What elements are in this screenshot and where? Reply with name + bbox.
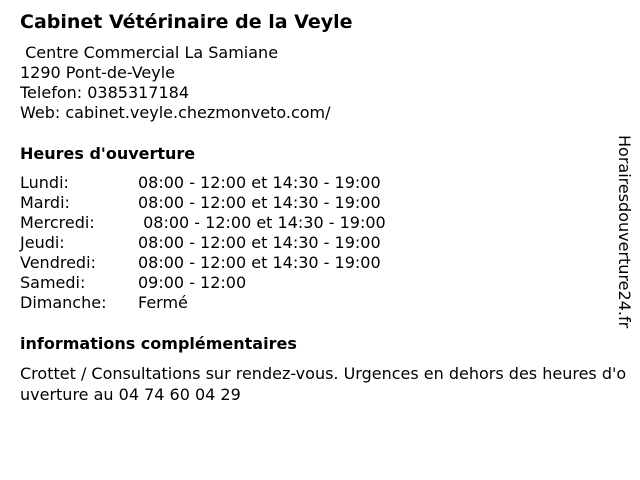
hours-row-monday (20, 173, 386, 193)
day-label: Dimanche: (20, 293, 107, 312)
hours-row-saturday (20, 273, 386, 293)
address-block (20, 43, 331, 123)
day-label: Samedi: (20, 273, 86, 292)
hours-heading: Heures d'ouverture (20, 144, 196, 163)
time-value: Fermé (138, 293, 188, 312)
business-name: Cabinet Vétérinaire de la Veyle (20, 11, 353, 33)
time-value: 08:00 - 12:00 et 14:30 - 19:00 (138, 173, 381, 192)
hours-table (20, 173, 386, 313)
info-text: Crottet / Consultations sur rendez-vous. Urgences en dehors des heures d'ouverture au 04 74 60 04 29 (20, 364, 627, 404)
time-value: 09:00 - 12:00 (138, 273, 247, 292)
day-label: Vendredi: (20, 253, 96, 272)
address-line-1: Centre Commercial La Samiane (20, 43, 279, 62)
day-label: Jeudi: (20, 233, 65, 252)
hours-row-tuesday (20, 193, 386, 213)
hours-row-sunday (20, 293, 386, 313)
hours-row-thursday (20, 233, 386, 253)
day-label: Mercredi: (20, 213, 95, 232)
day-label: Lundi: (20, 173, 69, 192)
watermark-text: Horairesdouverture24.fr (615, 135, 634, 329)
hours-row-wednesday (20, 213, 386, 233)
day-label: Mardi: (20, 193, 70, 212)
time-value: 08:00 - 12:00 et 14:30 - 19:00 (138, 193, 381, 212)
info-heading: informations complémentaires (20, 334, 297, 353)
phone-line: Telefon: 0385317184 (20, 83, 190, 102)
time-value: 08:00 - 12:00 et 14:30 - 19:00 (138, 253, 381, 272)
time-value: 08:00 - 12:00 et 14:30 - 19:00 (138, 233, 381, 252)
time-value: 08:00 - 12:00 et 14:30 - 19:00 (138, 213, 386, 232)
web-line: Web: cabinet.veyle.chezmonveto.com/ (20, 103, 331, 122)
hours-row-friday (20, 253, 386, 273)
address-line-2: 1290 Pont-de-Veyle (20, 63, 175, 82)
